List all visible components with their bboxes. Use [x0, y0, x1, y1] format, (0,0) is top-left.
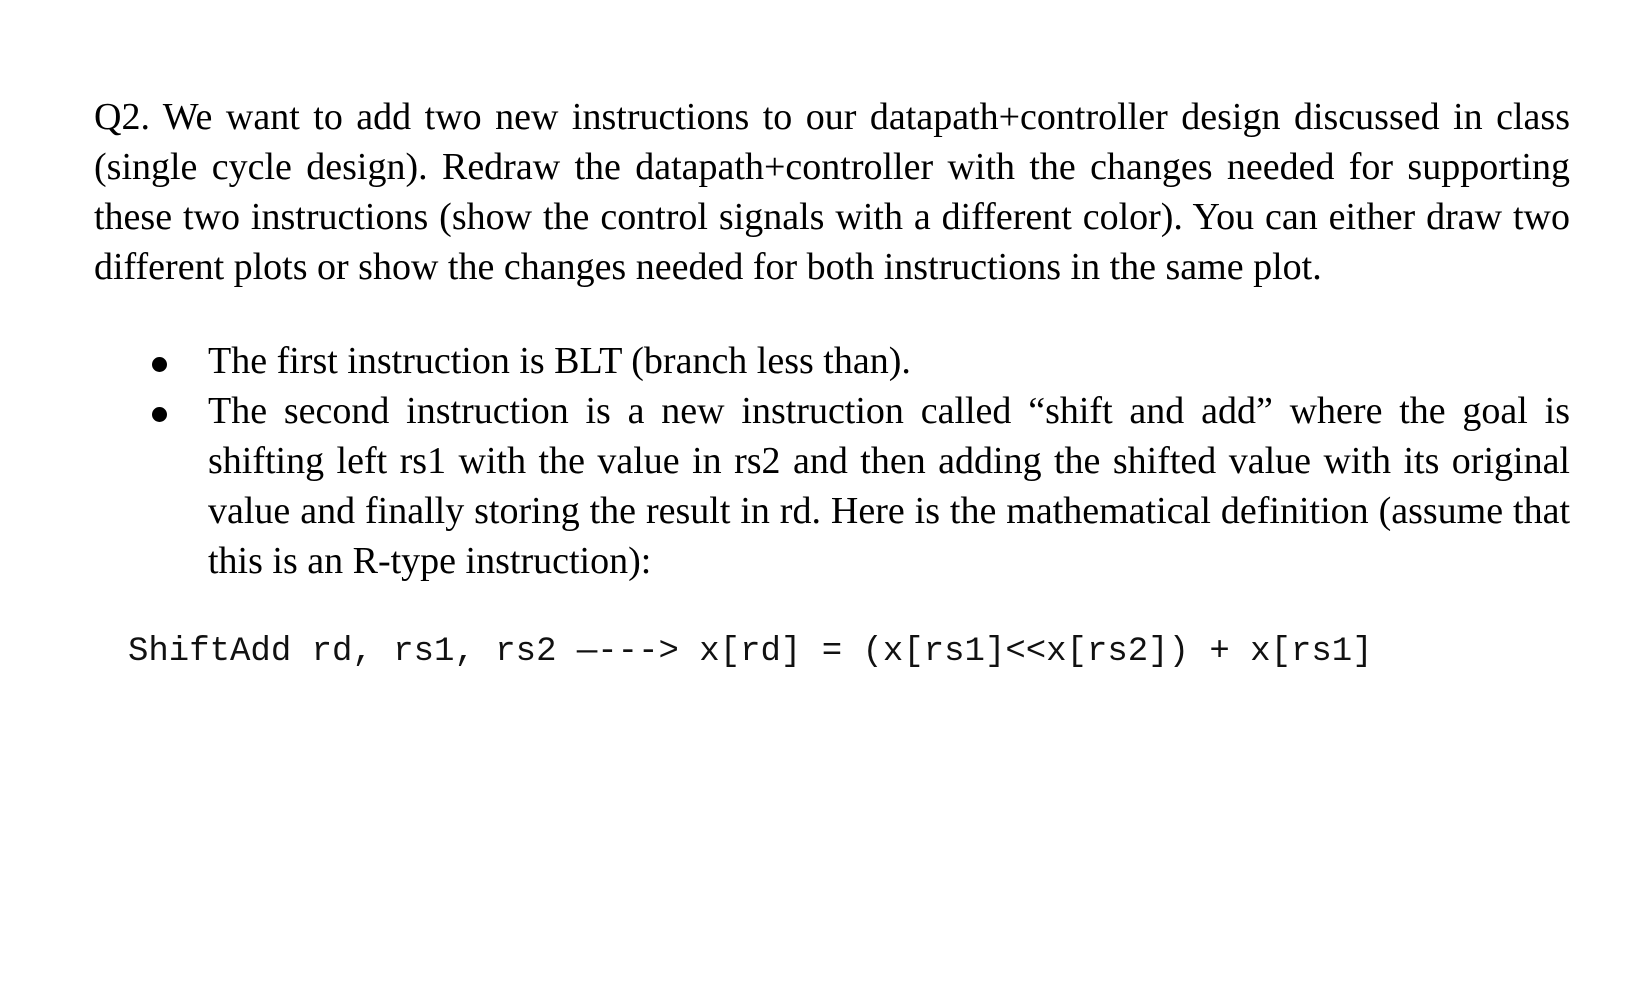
bullet-item-shift-add — [94, 386, 1570, 586]
bullet-text: The second instruction is a new instruction called “shift and add” where the goal is shifting left rs1 with the value in rs2 and then adding the shifted value with its original value and finally storing the result in rd. Here is the mathematical definition (assume that this is an R-type instruction): — [208, 390, 1570, 582]
bullet-dot-icon — [152, 407, 167, 422]
bullet-text: The first instruction is BLT (branch less than). — [208, 340, 911, 382]
question-paragraph: Q2. We want to add two new instructions to our datapath+controller design discussed in class (single cycle design). Redraw the datapath+controller with the changes needed for supporting these two instructions (show the control signals with a different color). You can either draw two different plots or show the changes needed for both instructions in the same plot. — [94, 96, 1570, 288]
code-definition: ShiftAdd rd, rs1, rs2 —---> x[rd] = (x[rs1]<<x[rs2]) + x[rs1] — [128, 633, 1373, 671]
bullet-item-blt — [94, 336, 1570, 386]
document-body — [94, 92, 1570, 674]
bullet-list — [94, 336, 1570, 586]
bullet-dot-icon — [152, 357, 167, 372]
